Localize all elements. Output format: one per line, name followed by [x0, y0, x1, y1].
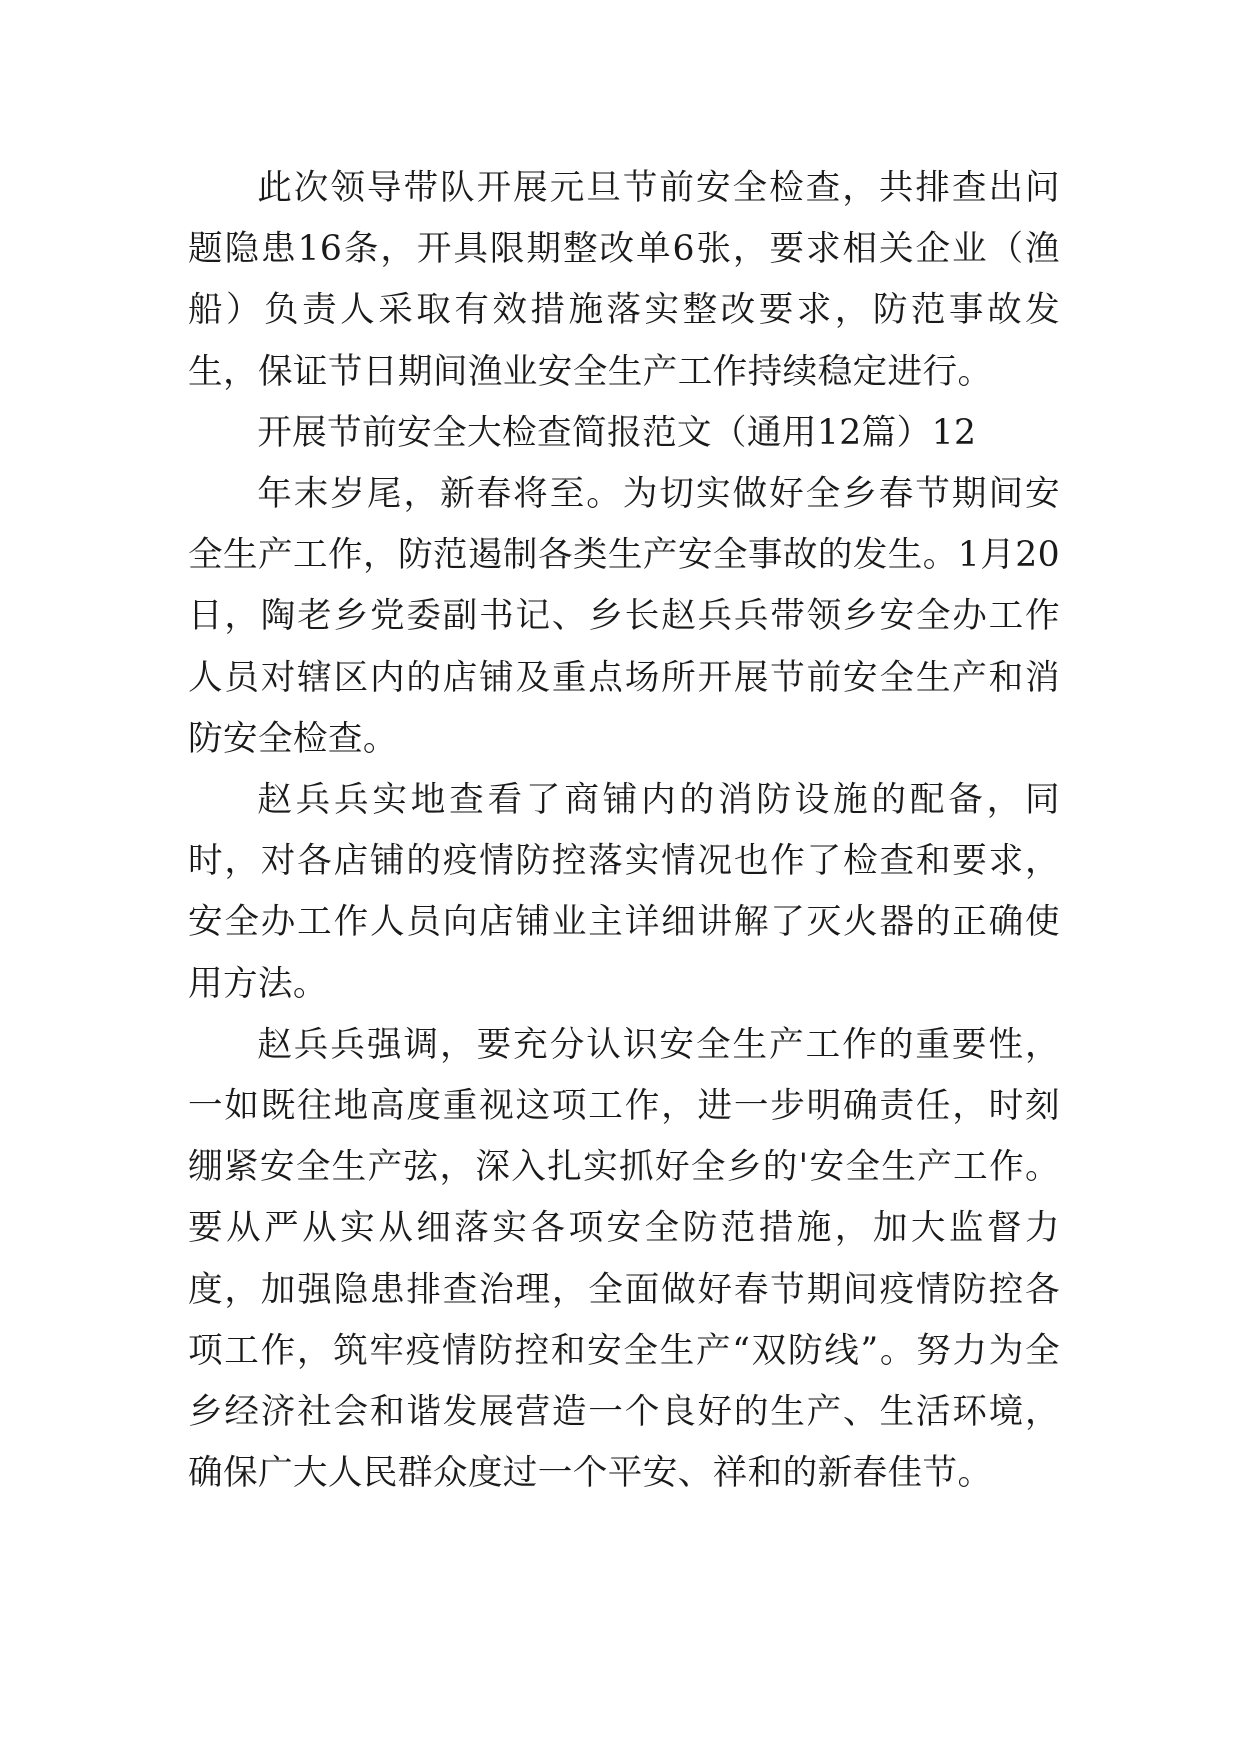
- paragraph-safety-emphasis: 赵兵兵强调，要充分认识安全生产工作的重要性，一如既往地高度重视这项工作，进一步明确责任，时刻绷紧安全生产弦，深入扎实抓好全乡的'安全生产工作。要从严从实从细落实各项安全防范措施，加大监督力度，加强隐患排查治理，全面做好春节期间疫情防控各项工作，筑牢疫情防控和安全生产“双防线”。努力为全乡经济社会和谐发展营造一个良好的生产、生活环境，确保广大人民群众度过一个平安、祥和的新春佳节。: [188, 1024, 1060, 1494]
- document-body: [188, 158, 1060, 1504]
- paragraph-fire-equipment-check: 赵兵兵实地查看了商铺内的消防设施的配备，同时，对各店铺的疫情防控落实情况也作了检查和要求，安全办工作人员向店铺业主详细讲解了灭火器的正确使用方法。: [188, 780, 1060, 1004]
- paragraph-inspection-summary: 此次领导带队开展元旦节前安全检查，共排查出问题隐患16条，开具限期整改单6张，要求相关企业（渔船）负责人采取有效措施落实整改要求，防范事故发生，保证节日期间渔业安全生产工作持续稳定进行。: [188, 168, 1060, 392]
- paragraph-section-heading: 开展节前安全大检查简报范文（通用12篇）12: [257, 412, 977, 453]
- paragraph-spring-festival-intro: 年末岁尾，新春将至。为切实做好全乡春节期间安全生产工作，防范遏制各类生产安全事故的发生。1月20日，陶老乡党委副书记、乡长赵兵兵带领乡安全办工作人员对辖区内的店铺及重点场所开展节前安全生产和消防安全检查。: [188, 474, 1060, 759]
